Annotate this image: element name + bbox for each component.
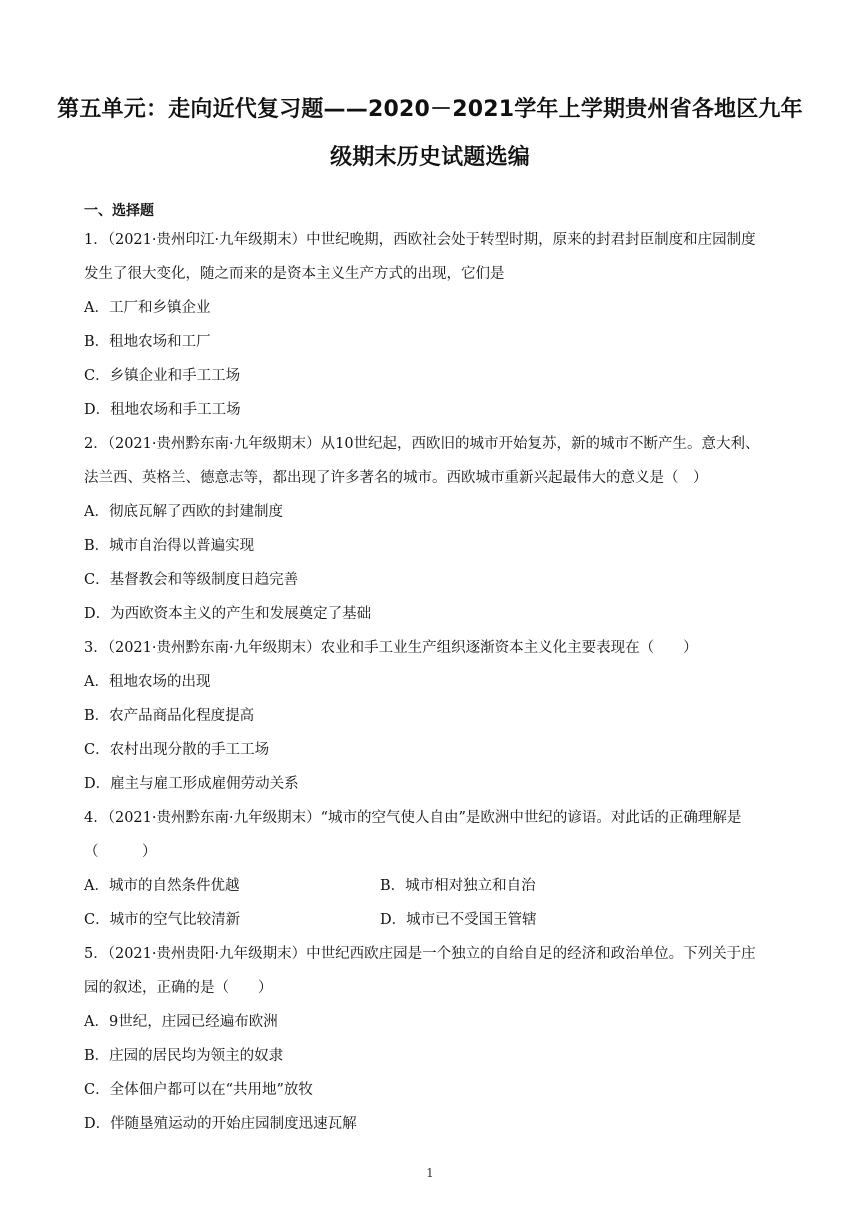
question-1-option-b: B．租地农场和工厂: [84, 334, 211, 350]
question-1-option-d: D．租地农场和手工工场: [84, 402, 241, 418]
question-3-stem: 3．（2021·贵州黔东南·九年级期末）农业和手工业生产组织逐渐资本主义化主要表现在（ ）: [84, 640, 698, 656]
question-5-option-d: D．伴随垦殖运动的开始庄园制度迅速瓦解: [84, 1116, 357, 1132]
question-5-option-b: B．庄园的居民均为领主的奴隶: [84, 1048, 284, 1064]
question-3-option-b: B．农产品商品化程度提高: [84, 708, 255, 724]
question-2-option-d: D．为西欧资本主义的产生和发展奠定了基础: [84, 606, 372, 622]
question-4-option-a: A．城市的自然条件优越: [84, 878, 240, 894]
question-5-option-c: C．全体佃户都可以在“共用地”放牧: [84, 1082, 313, 1098]
question-5-stem-cont: 园的叙述，正确的是（ ）: [84, 980, 273, 996]
question-2-option-c: C．基督教会和等级制度日趋完善: [84, 572, 299, 588]
question-4-stem: 4．（2021·贵州黔东南·九年级期末）“城市的空气使人自由”是欧洲中世纪的谚语。对此话的正确理解是: [84, 810, 742, 826]
question-1-option-c: C．乡镇企业和手工工场: [84, 368, 241, 384]
page-title-line2: 级期末历史试题选编: [330, 145, 530, 170]
section-heading: 一、选择题: [84, 203, 154, 219]
question-2-option-a: A．彻底瓦解了西欧的封建制度: [84, 504, 283, 520]
question-2-option-b: B．城市自治得以普遍实现: [84, 538, 255, 554]
question-3-option-c: C．农村出现分散的手工工场: [84, 742, 270, 758]
question-4-option-d: D．城市已不受国王管辖: [380, 912, 537, 928]
question-2-stem-cont: 法兰西、英格兰、德意志等，都出现了许多著名的城市。西欧城市重新兴起最伟大的意义是（ ）: [84, 470, 708, 486]
question-3-option-a: A．租地农场的出现: [84, 674, 211, 690]
question-1-stem-cont: 发生了很大变化，随之而来的是资本主义生产方式的出现，它们是: [84, 266, 505, 282]
question-4-option-b: B．城市相对独立和自治: [380, 878, 536, 894]
page-number: 1: [426, 1166, 434, 1180]
page-title-line1: 第五单元：走向近代复习题——2020－2021学年上学期贵州省各地区九年: [57, 97, 803, 122]
question-3-option-d: D．雇主与雇工形成雇佣劳动关系: [84, 776, 299, 792]
question-2-stem: 2．（2021·贵州黔东南·九年级期末）从10世纪起，西欧旧的城市开始复苏，新的城市不断产生。意大利、: [84, 436, 760, 452]
question-5-stem: 5．（2021·贵州贵阳·九年级期末）中世纪西欧庄园是一个独立的自给自足的经济和政治单位。下列关于庄: [84, 946, 756, 962]
question-4-option-c: C．城市的空气比较清新: [84, 912, 241, 928]
question-1-option-a: A．工厂和乡镇企业: [84, 300, 211, 316]
question-5-option-a: A．9世纪，庄园已经遍布欧洲: [84, 1014, 278, 1030]
question-1-stem: 1．（2021·贵州印江·九年级期末）中世纪晚期，西欧社会处于转型时期，原来的封君封臣制度和庄园制度: [84, 232, 756, 248]
question-4-stem-cont: （ ）: [84, 844, 157, 860]
